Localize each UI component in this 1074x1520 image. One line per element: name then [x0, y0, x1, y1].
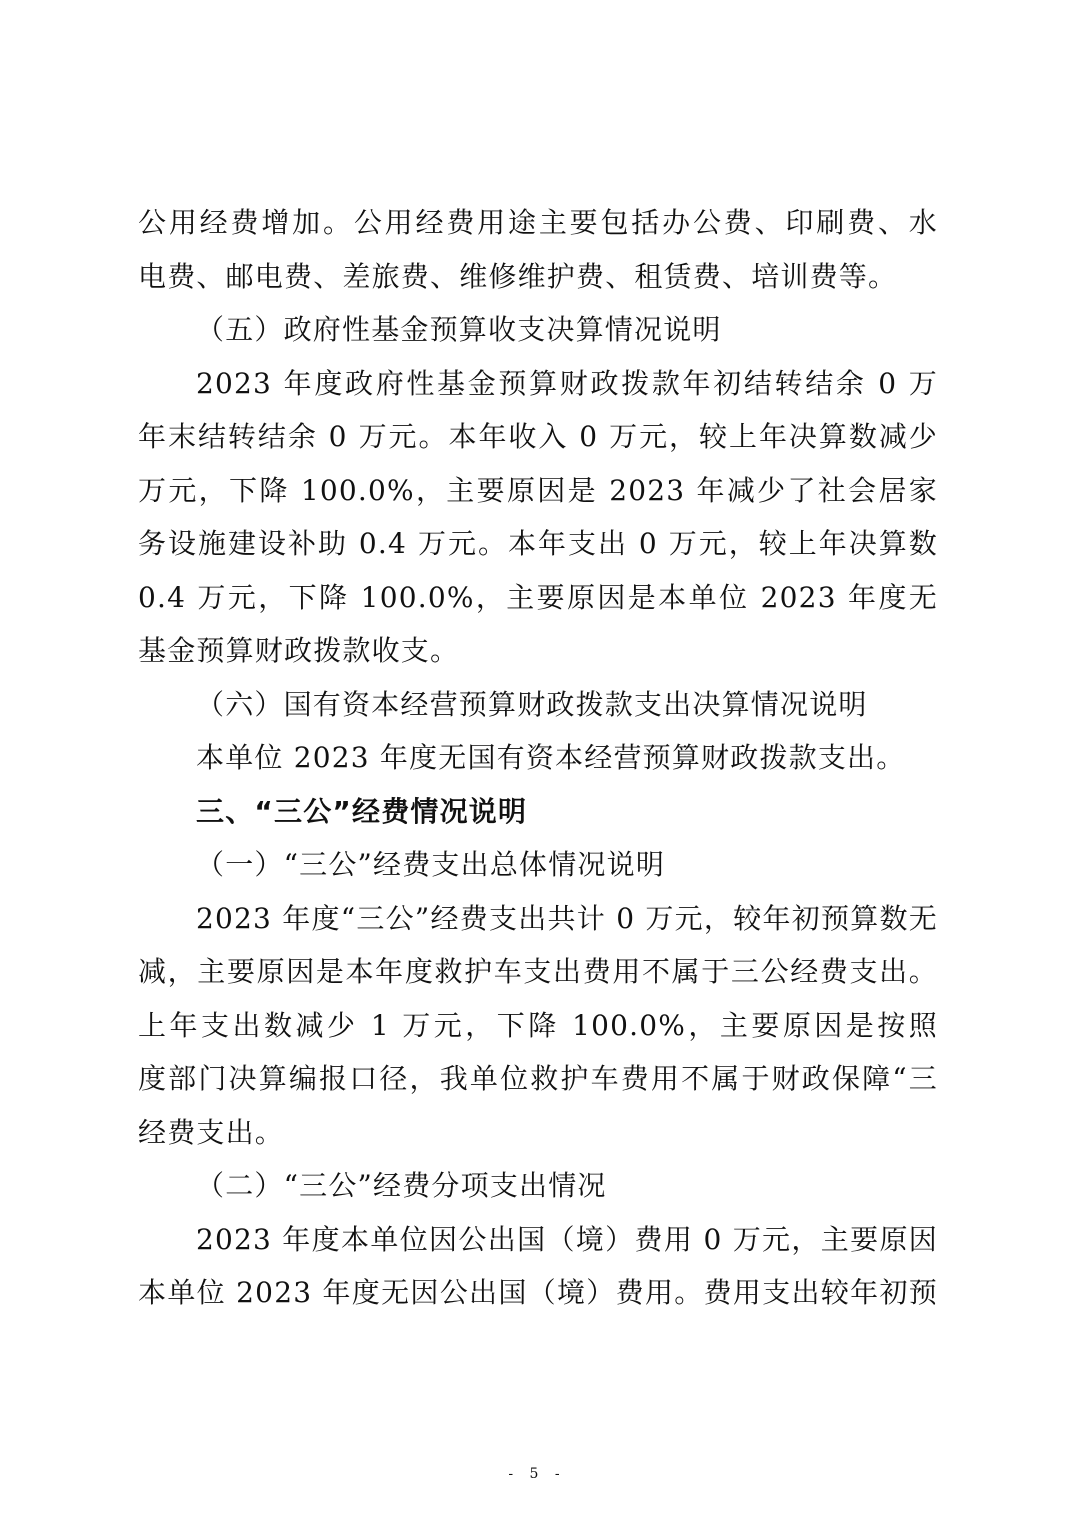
paragraph-line: 度部门决算编报口径，我单位救护车费用不属于财政保障“三	[138, 1062, 938, 1095]
paragraph-line: 年末结转结余 0 万元。本年收入 0 万元，较上年决算数减少	[138, 420, 938, 453]
paragraph-line: 本单位 2023 年度无因公出国（境）费用。费用支出较年初预	[138, 1276, 938, 1309]
paragraph-line: 公用经费增加。公用经费用途主要包括办公费、印刷费、水	[138, 206, 938, 239]
paragraph-line: 务设施建设补助 0.4 万元。本年支出 0 万元，较上年决算数	[138, 527, 938, 560]
paragraph-line: 本单位 2023 年度无国有资本经营预算财政拨款支出。	[196, 741, 906, 774]
paragraph-line: 2023 年度政府性基金预算财政拨款年初结转结余 0 万	[196, 366, 938, 400]
section-heading-5: （五）政府性基金预算收支决算情况说明	[196, 313, 722, 346]
section-heading-2: （二）“三公”经费分项支出情况	[196, 1169, 607, 1202]
section-heading-6: （六）国有资本经营预算财政拨款支出决算情况说明	[196, 687, 868, 721]
paragraph-line: 电费、邮电费、差旅费、维修维护费、租赁费、培训费等。	[138, 259, 898, 293]
paragraph-line: 2023 年度“三公”经费支出共计 0 万元，较年初预算数无	[196, 901, 938, 935]
document-body	[138, 196, 938, 1320]
paragraph-line: 2023 年度本单位因公出国（境）费用 0 万元，主要原因	[196, 1222, 938, 1256]
page-number: - 5 -	[508, 1466, 566, 1482]
paragraph-line: 万元，下降 100.0%，主要原因是 2023 年减少了社会居家	[138, 473, 938, 507]
paragraph-line: 经费支出。	[138, 1115, 285, 1149]
chapter-heading-3: 三、“三公”经费情况说明	[196, 794, 528, 828]
paragraph-line: 上年支出数减少 1 万元，下降 100.0%，主要原因是按照	[138, 1008, 938, 1042]
paragraph-line: 减，主要原因是本年度救护车支出费用不属于三公经费支出。	[138, 955, 938, 988]
paragraph-line: 0.4 万元，下降 100.0%，主要原因是本单位 2023 年度无	[138, 580, 938, 614]
paragraph-line: 基金预算财政拨款收支。	[138, 634, 460, 667]
section-heading-1: （一）“三公”经费支出总体情况说明	[196, 848, 666, 881]
